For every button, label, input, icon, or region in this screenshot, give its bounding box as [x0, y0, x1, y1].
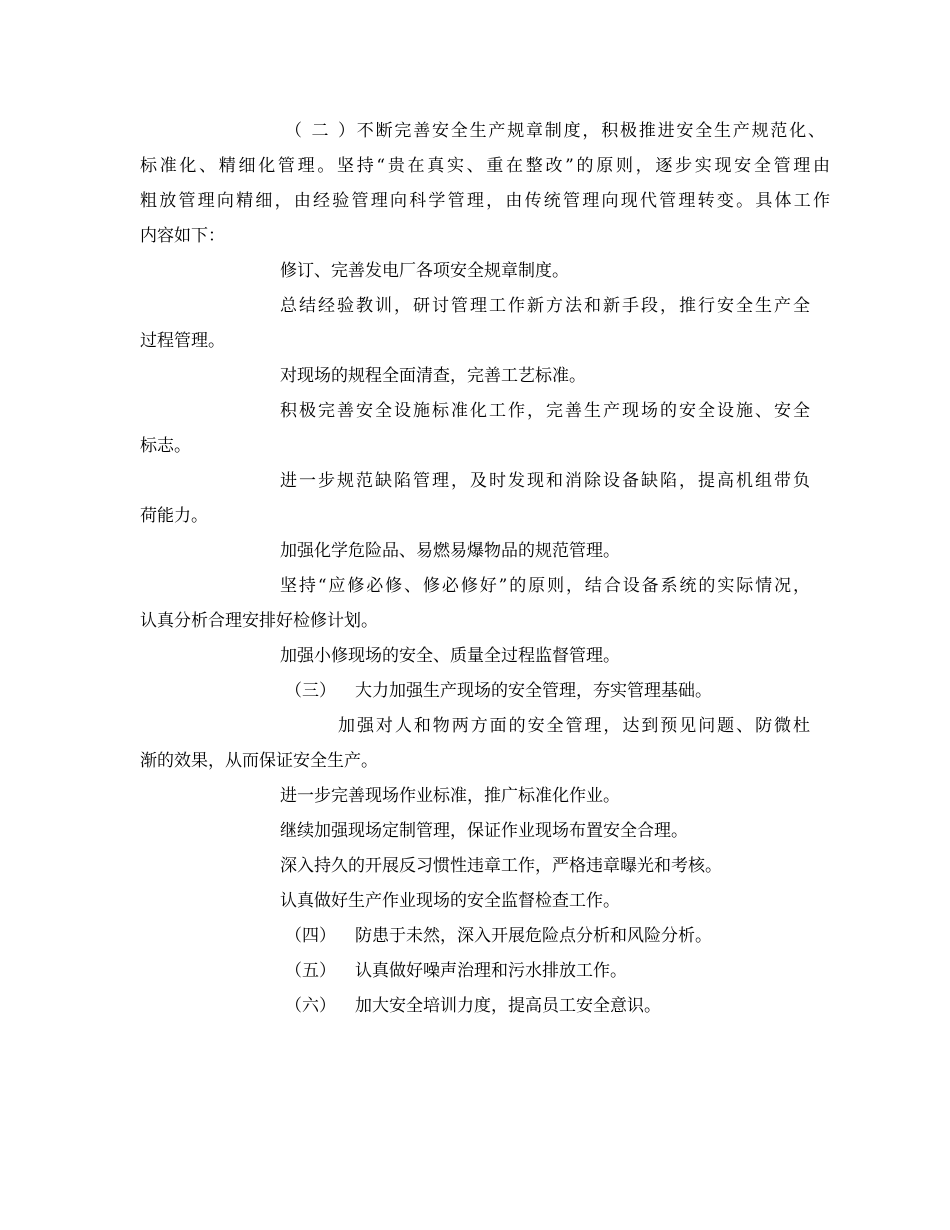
section-3-item-2: 继续加强现场定制管理，保证作业现场布置安全合理。 — [280, 821, 688, 841]
section-2-item-5-rest: 荷能力。 — [140, 506, 208, 526]
section-3-heading: 大力加强生产现场的安全管理，夯实管理基础。 — [355, 681, 712, 701]
section-2-item-4-rest: 标志。 — [140, 436, 191, 456]
section-6-label: （六） — [285, 996, 336, 1016]
section-6-heading: 加大安全培训力度，提高员工安全意识。 — [355, 996, 661, 1016]
section-3-intro: 加强对人和物两方面的安全管理，达到预见问题、防微杜 — [338, 716, 810, 736]
section-3-item-3: 深入持久的开展反习惯性违章工作，严格违章曝光和考核。 — [280, 856, 722, 876]
section-2-item-7-rest: 认真分析合理安排好检修计划。 — [140, 611, 378, 631]
section-2-item-2-rest: 过程管理。 — [140, 331, 225, 351]
section-4-label: （四） — [285, 926, 336, 946]
section-2-heading: 不断完善安全生产规章制度，积极推进安全生产规范化、 — [355, 121, 825, 141]
section-3-item-4: 认真做好生产作业现场的安全监督检查工作。 — [280, 891, 620, 911]
section-2-item-5: 进一步规范缺陷管理，及时发现和消除设备缺陷，提高机组带负 — [280, 471, 810, 491]
section-2-continuation-2: 粗放管理向精细，由经验管理向科学管理，由传统管理向现代管理转变。具体工作 — [140, 191, 830, 211]
section-3-label: （三） — [285, 681, 336, 701]
section-5-heading-line — [140, 960, 825, 982]
section-2-continuation-1: 标准化、精细化管理。坚持“贵在真实、重在整改”的原则，逐步实现安全管理由 — [140, 156, 830, 176]
section-3-item-1: 进一步完善现场作业标准，推广标准化作业。 — [280, 786, 620, 806]
section-2-item-4: 积极完善安全设施标准化工作，完善生产现场的安全设施、安全 — [280, 401, 810, 421]
section-2-item-8: 加强小修现场的安全、质量全过程监督管理。 — [280, 646, 620, 666]
section-5-heading: 认真做好噪声治理和污水排放工作。 — [355, 961, 627, 981]
section-2-continuation-3: 内容如下： — [140, 226, 225, 246]
section-2-item-6: 加强化学危险品、易燃易爆物品的规范管理。 — [280, 541, 620, 561]
section-2-item-2: 总结经验教训，研讨管理工作新方法和新手段，推行安全生产全 — [280, 296, 810, 316]
section-2-item-3: 对现场的规程全面清查，完善工艺标准。 — [280, 366, 586, 386]
section-5-label: （五） — [285, 961, 336, 981]
section-4-heading-line — [140, 925, 825, 947]
section-3-intro-rest: 渐的效果，从而保证安全生产。 — [140, 751, 378, 771]
section-2-item-1: 修订、完善发电厂各项安全规章制度。 — [280, 261, 569, 281]
section-2-label: （二） — [285, 121, 355, 141]
section-2-heading-line — [140, 120, 825, 142]
section-6-heading-line — [140, 995, 825, 1017]
section-3-heading-line — [140, 680, 825, 702]
section-2-item-7: 坚持“应修必修、修必修好”的原则，结合设备系统的实际情况， — [280, 576, 810, 596]
section-4-heading: 防患于未然，深入开展危险点分析和风险分析。 — [355, 926, 712, 946]
